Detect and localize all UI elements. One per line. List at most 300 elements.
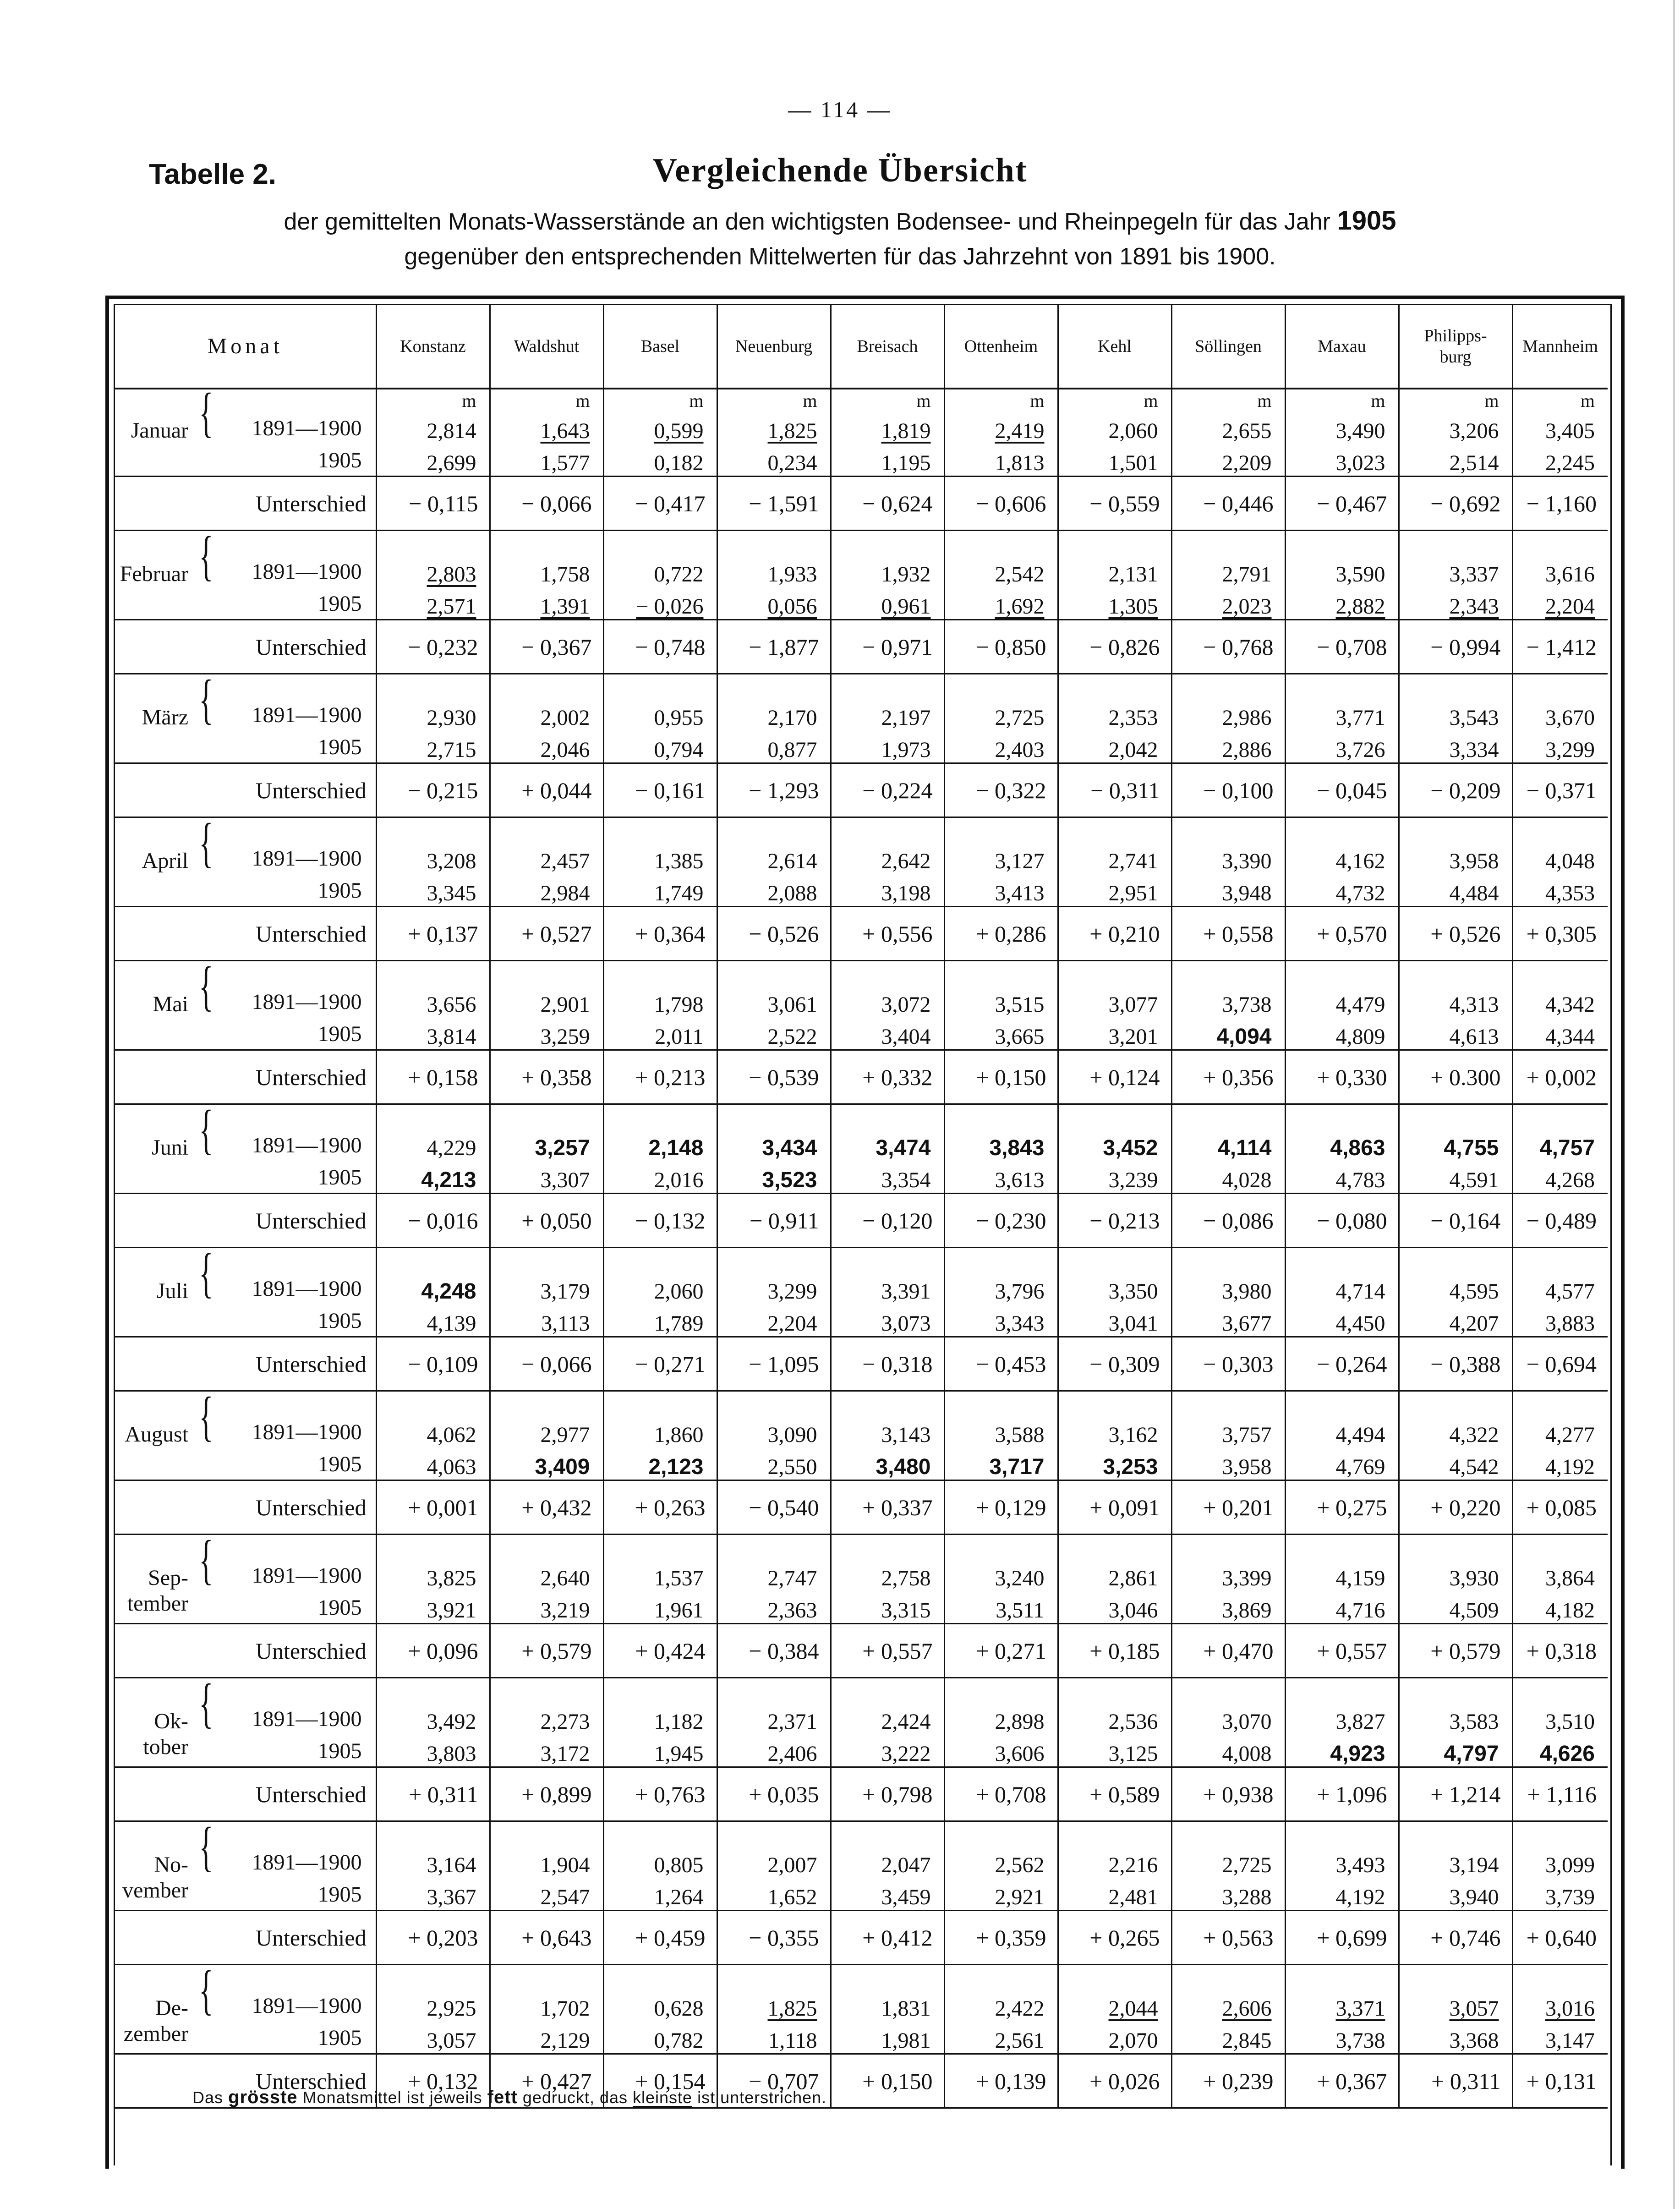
difference-cell: − 0,708 xyxy=(1285,620,1399,674)
spacer-cell xyxy=(603,1104,717,1129)
value-cell: 4,595 xyxy=(1399,1272,1512,1304)
difference-cell: + 0,035 xyxy=(717,1767,831,1821)
difference-cell: + 0,356 xyxy=(1171,1050,1285,1104)
value-cell: 1,702 xyxy=(490,1989,603,2021)
difference-cell: − 1,877 xyxy=(717,620,831,674)
spacer-cell xyxy=(603,1535,717,1559)
page-number: — 114 — xyxy=(788,97,892,122)
difference-cell: + 1,214 xyxy=(1399,1767,1512,1821)
value-cell: 4,342 xyxy=(1545,992,1595,1017)
brace-icon: { xyxy=(198,1242,213,1303)
value-cell: 0,805 xyxy=(603,1846,717,1878)
value-cell: 3,371 xyxy=(1285,1989,1399,2021)
value-cell: 3,090 xyxy=(717,1415,831,1447)
spacer-cell xyxy=(1171,1391,1285,1416)
value-cell: 4,094 xyxy=(1171,1017,1285,1050)
value-row-year xyxy=(115,444,1608,477)
value-cell: 2,042 xyxy=(1058,730,1171,763)
value-cell: 2,725 xyxy=(1171,1846,1285,1878)
value-row-decade xyxy=(115,555,1608,587)
value-row-year xyxy=(115,1304,1608,1337)
difference-label: Unterschied xyxy=(115,1911,376,1965)
spacer-cell xyxy=(115,674,376,699)
difference-row xyxy=(115,1050,1608,1104)
difference-cell: + 0.300 xyxy=(1399,1050,1512,1104)
difference-cell: − 0,911 xyxy=(717,1194,831,1248)
spacer-row xyxy=(115,1535,1608,1559)
value-cell: 2,725 xyxy=(944,698,1058,730)
value-cell: 1,825 xyxy=(717,411,831,444)
unit-cell: m xyxy=(1285,389,1399,411)
spacer-cell xyxy=(944,1391,1058,1416)
station-header: Mannheim xyxy=(1512,305,1608,389)
spacer-cell xyxy=(944,1965,1058,1990)
spacer-cell xyxy=(376,817,490,842)
unit-cell: m xyxy=(831,389,944,411)
difference-cell: − 0,115 xyxy=(376,477,490,531)
difference-cell: + 0,137 xyxy=(376,907,490,961)
value-cell: 3,677 xyxy=(1171,1304,1285,1337)
difference-row xyxy=(115,1911,1608,1965)
value-cell: 3,354 xyxy=(831,1161,944,1194)
difference-cell: − 0,016 xyxy=(376,1194,490,1248)
difference-cell: + 1,096 xyxy=(1285,1767,1399,1821)
value-cell: 2,088 xyxy=(717,874,831,907)
difference-cell: + 0,412 xyxy=(831,1911,944,1965)
value-cell: 3,930 xyxy=(1399,1559,1512,1591)
spacer-cell xyxy=(944,531,1058,555)
spacer-cell xyxy=(831,674,944,699)
difference-cell: + 0,150 xyxy=(944,1050,1058,1104)
difference-cell: + 0,150 xyxy=(831,2054,944,2108)
difference-cell: − 0,539 xyxy=(717,1050,831,1104)
period-label: 1905 xyxy=(317,878,362,903)
difference-cell: + 0,589 xyxy=(1058,1767,1171,1821)
spacer-cell xyxy=(1512,961,1608,986)
difference-cell: + 0,557 xyxy=(1285,1624,1399,1678)
spacer-cell xyxy=(1058,1248,1171,1272)
difference-cell: − 0,446 xyxy=(1171,477,1285,531)
footnote-bold-2: fett xyxy=(487,2087,518,2107)
value-cell: 4,182 xyxy=(1512,1591,1608,1624)
difference-cell: + 0,570 xyxy=(1285,907,1399,961)
difference-cell: − 0,215 xyxy=(376,763,490,817)
value-cell: 1,577 xyxy=(490,444,603,477)
spacer-cell xyxy=(1512,1678,1608,1703)
value-cell: 3,164 xyxy=(376,1846,490,1878)
period-label: 1891—1900 xyxy=(252,1277,362,1301)
difference-cell: − 0,707 xyxy=(717,2054,831,2108)
value-cell: 3,948 xyxy=(1171,874,1285,907)
difference-cell: + 0,139 xyxy=(944,2054,1058,2108)
difference-cell: − 0,303 xyxy=(1171,1337,1285,1391)
value-cell: 1,904 xyxy=(490,1846,603,1878)
value-cell: 4,048 xyxy=(1545,849,1595,873)
value-cell: 3,143 xyxy=(831,1415,944,1447)
value-cell: 0,234 xyxy=(717,444,831,477)
value-cell: 3,717 xyxy=(944,1447,1058,1480)
value-cell: 4,322 xyxy=(1399,1415,1512,1447)
difference-cell: + 0,364 xyxy=(603,907,717,961)
difference-cell: + 0,330 xyxy=(1285,1050,1399,1104)
spacer-cell xyxy=(376,1965,490,1990)
value-cell: 3,864 xyxy=(1545,1566,1595,1590)
difference-cell: + 0,203 xyxy=(376,1911,490,1965)
spacer-cell xyxy=(944,817,1058,842)
value-cell: 3,606 xyxy=(944,1734,1058,1767)
difference-label: Unterschied xyxy=(115,1050,376,1104)
spacer-cell xyxy=(1399,674,1512,699)
spacer-cell xyxy=(1399,961,1512,986)
value-cell: 3,523 xyxy=(717,1161,831,1194)
spacer-cell xyxy=(115,531,376,555)
value-cell: 3,222 xyxy=(831,1734,944,1767)
spacer-cell xyxy=(944,1104,1058,1129)
value-cell: 4,248 xyxy=(376,1272,490,1304)
value-cell: 0,782 xyxy=(603,2021,717,2054)
period-label: 1905 xyxy=(317,2026,362,2050)
spacer-cell xyxy=(831,1248,944,1272)
spacer-cell xyxy=(1512,1104,1608,1129)
month-label-cell xyxy=(115,2021,376,2054)
difference-row xyxy=(115,1767,1608,1821)
value-row-year xyxy=(115,1734,1608,1767)
spacer-cell xyxy=(717,674,831,699)
spacer-row xyxy=(115,1965,1608,1990)
difference-cell: + 0,579 xyxy=(490,1624,603,1678)
value-row-year xyxy=(115,730,1608,763)
value-cell: 4,577 xyxy=(1545,1279,1595,1304)
value-cell: 2,882 xyxy=(1285,587,1399,620)
spacer-cell xyxy=(376,1391,490,1416)
value-cell: 1,692 xyxy=(944,587,1058,620)
spacer-cell xyxy=(944,961,1058,986)
value-cell: 3,113 xyxy=(490,1304,603,1337)
value-cell: 2,614 xyxy=(717,842,831,874)
month-label-cell xyxy=(115,1878,376,1911)
value-cell: 2,273 xyxy=(490,1702,603,1734)
difference-cell: + 0,085 xyxy=(1512,1480,1608,1535)
value-cell: 3,023 xyxy=(1285,444,1399,477)
value-cell: 4,114 xyxy=(1171,1129,1285,1161)
value-cell: 4,207 xyxy=(1399,1304,1512,1337)
value-cell: 4,783 xyxy=(1285,1161,1399,1194)
difference-cell: − 1,293 xyxy=(717,763,831,817)
value-cell: 2,209 xyxy=(1171,444,1285,477)
spacer-cell xyxy=(490,674,603,699)
value-cell: 3,452 xyxy=(1058,1129,1171,1161)
month-label-cell xyxy=(115,444,376,477)
difference-row xyxy=(115,1337,1608,1391)
value-row-decade xyxy=(115,985,1608,1017)
value-cell: 2,170 xyxy=(717,698,831,730)
period-label: 1905 xyxy=(317,1165,362,1189)
spacer-cell xyxy=(1171,1678,1285,1703)
value-cell: 3,041 xyxy=(1058,1304,1171,1337)
station-header: Maxau xyxy=(1285,305,1399,389)
value-cell: 4,591 xyxy=(1399,1161,1512,1194)
value-cell: 3,739 xyxy=(1512,1878,1608,1911)
spacer-cell xyxy=(1285,817,1399,842)
difference-cell: + 0,239 xyxy=(1171,2054,1285,2108)
value-cell: 4,028 xyxy=(1171,1161,1285,1194)
value-cell: 2,562 xyxy=(944,1846,1058,1878)
value-cell: 2,542 xyxy=(944,555,1058,587)
value-cell: 3,796 xyxy=(944,1272,1058,1304)
value-cell: 3,827 xyxy=(1285,1702,1399,1734)
spacer-cell xyxy=(1285,1965,1399,1990)
difference-cell: − 0,694 xyxy=(1512,1337,1608,1391)
value-cell: 1,195 xyxy=(831,444,944,477)
spacer-cell xyxy=(717,817,831,842)
month-label-cell xyxy=(115,955,376,1017)
value-cell: 3,492 xyxy=(376,1702,490,1734)
value-cell: 4,863 xyxy=(1285,1129,1399,1161)
value-row-decade xyxy=(115,1989,1608,2021)
value-cell: 2,791 xyxy=(1171,555,1285,587)
value-cell: 2,343 xyxy=(1399,587,1512,620)
value-cell: 2,060 xyxy=(1058,411,1171,444)
spacer-cell xyxy=(717,1535,831,1559)
spacer-cell xyxy=(717,531,831,555)
value-row-decade xyxy=(115,411,1608,444)
value-cell: 3,958 xyxy=(1171,1447,1285,1480)
value-row-year xyxy=(115,1447,1608,1480)
page-title: Vergleichende Übersicht xyxy=(652,152,1028,189)
unit-cell: m xyxy=(1399,389,1512,411)
value-cell: 2,424 xyxy=(831,1702,944,1734)
value-cell: 1,118 xyxy=(717,2021,831,2054)
difference-label: Unterschied xyxy=(115,763,376,817)
value-cell: 2,640 xyxy=(490,1559,603,1591)
spacer-cell xyxy=(831,1104,944,1129)
difference-cell: − 0,826 xyxy=(1058,620,1171,674)
difference-cell: − 0,209 xyxy=(1399,763,1512,817)
brace-icon: { xyxy=(198,1816,213,1877)
value-cell: 0,182 xyxy=(603,444,717,477)
value-cell: 3,259 xyxy=(490,1017,603,1050)
difference-cell: − 0,417 xyxy=(603,477,717,531)
spacer-cell xyxy=(603,1678,717,1703)
value-cell: 3,208 xyxy=(376,842,490,874)
value-cell: 3,206 xyxy=(1399,411,1512,444)
spacer-cell xyxy=(490,531,603,555)
difference-row xyxy=(115,907,1608,961)
difference-cell: − 0,230 xyxy=(944,1194,1058,1248)
station-header: Kehl xyxy=(1058,305,1171,389)
value-cell: 1,305 xyxy=(1058,587,1171,620)
difference-cell: + 0,556 xyxy=(831,907,944,961)
subtitle-text: der gemittelten Monats-Wasserstände an den wichtigsten Bodensee- und Rheinpegeln für das Jahr xyxy=(284,208,1337,235)
period-label: 1905 xyxy=(317,592,362,616)
month-label-cell xyxy=(115,1017,376,1050)
spacer-cell xyxy=(1058,1678,1171,1703)
value-cell: 3,616 xyxy=(1545,562,1595,587)
value-cell: 3,307 xyxy=(490,1161,603,1194)
value-cell: 3,099 xyxy=(1545,1853,1595,1877)
table-label: Tabelle 2. xyxy=(149,159,276,190)
difference-cell: + 0,899 xyxy=(490,1767,603,1821)
difference-cell: + 0,558 xyxy=(1171,907,1285,961)
spacer-cell xyxy=(831,1821,944,1846)
value-cell: 3,337 xyxy=(1399,555,1512,587)
spacer-cell xyxy=(1285,1248,1399,1272)
difference-cell: + 0,763 xyxy=(603,1767,717,1821)
value-cell: 3,413 xyxy=(944,874,1058,907)
value-cell: 3,253 xyxy=(1058,1447,1171,1480)
spacer-cell xyxy=(1171,1821,1285,1846)
value-cell: 4,716 xyxy=(1285,1591,1399,1624)
value-cell: 2,131 xyxy=(1058,555,1171,587)
difference-cell: + 0,643 xyxy=(490,1911,603,1965)
month-name: April xyxy=(142,849,188,873)
value-cell: 2,422 xyxy=(944,1989,1058,2021)
month-name: März xyxy=(142,705,188,729)
difference-row xyxy=(115,1480,1608,1535)
difference-cell: − 0,322 xyxy=(944,763,1058,817)
value-cell: 1,537 xyxy=(603,1559,717,1591)
value-cell: 3,219 xyxy=(490,1591,603,1624)
value-cell: 0,599 xyxy=(603,411,717,444)
period-label: 1905 xyxy=(317,1309,362,1333)
difference-cell: + 0,220 xyxy=(1399,1480,1512,1535)
brace-icon: { xyxy=(198,1672,213,1733)
value-cell: 3,061 xyxy=(717,985,831,1017)
difference-cell: + 0,263 xyxy=(603,1480,717,1535)
spacer-cell xyxy=(944,1248,1058,1272)
value-cell: 2,699 xyxy=(376,444,490,477)
spacer-cell xyxy=(490,1965,603,1990)
spacer-row xyxy=(115,531,1608,555)
period-label: 1891—1900 xyxy=(252,703,362,727)
spacer-cell xyxy=(603,1391,717,1416)
value-cell: 2,363 xyxy=(717,1591,831,1624)
value-cell: 2,642 xyxy=(831,842,944,874)
value-cell: 2,011 xyxy=(603,1017,717,1050)
difference-label: Unterschied xyxy=(115,1337,376,1391)
value-cell: 3,726 xyxy=(1285,730,1399,763)
difference-cell: − 0,264 xyxy=(1285,1337,1399,1391)
spacer-cell xyxy=(115,1535,376,1559)
value-cell: 3,590 xyxy=(1285,555,1399,587)
period-label: 1891—1900 xyxy=(252,1994,362,2018)
difference-cell: − 0,489 xyxy=(1512,1194,1608,1248)
difference-cell: − 0,692 xyxy=(1399,477,1512,531)
value-cell: 1,932 xyxy=(831,555,944,587)
value-cell: 0,722 xyxy=(603,555,717,587)
value-cell: 2,123 xyxy=(603,1447,717,1480)
value-cell: 4,757 xyxy=(1539,1136,1595,1160)
value-row-year xyxy=(115,1017,1608,1050)
unit-cell: m xyxy=(944,389,1058,411)
value-cell: 2,747 xyxy=(717,1559,831,1591)
value-cell: 4,162 xyxy=(1285,842,1399,874)
difference-cell: + 0,002 xyxy=(1512,1050,1608,1104)
spacer-cell xyxy=(831,961,944,986)
value-cell: 2,921 xyxy=(944,1878,1058,1911)
value-cell: 1,945 xyxy=(603,1734,717,1767)
value-cell: 3,474 xyxy=(831,1129,944,1161)
difference-cell: + 0,275 xyxy=(1285,1480,1399,1535)
spacer-cell xyxy=(1512,1391,1608,1416)
difference-cell: + 0,311 xyxy=(376,1767,490,1821)
difference-cell: − 0,232 xyxy=(376,620,490,674)
spacer-cell xyxy=(376,1104,490,1129)
difference-cell: + 0,091 xyxy=(1058,1480,1171,1535)
spacer-cell xyxy=(717,1965,831,1990)
brace-icon: { xyxy=(198,1529,213,1590)
difference-cell: − 0,161 xyxy=(603,763,717,817)
value-cell: 3,240 xyxy=(944,1559,1058,1591)
value-cell: 3,391 xyxy=(831,1272,944,1304)
spacer-cell xyxy=(1058,1104,1171,1129)
difference-cell: + 0,798 xyxy=(831,1767,944,1821)
spacer-cell xyxy=(376,674,490,699)
value-cell: 3,299 xyxy=(717,1272,831,1304)
value-cell: 2,197 xyxy=(831,698,944,730)
month-label-cell xyxy=(115,1734,376,1767)
value-cell: 3,162 xyxy=(1058,1415,1171,1447)
brace-icon: { xyxy=(198,1386,213,1447)
period-label: 1891—1900 xyxy=(252,559,362,584)
spacer-cell xyxy=(831,1965,944,1990)
spacer-cell xyxy=(376,1535,490,1559)
difference-label: Unterschied xyxy=(115,477,376,531)
month-label-cell xyxy=(115,1447,376,1480)
value-cell: 4,542 xyxy=(1399,1447,1512,1480)
value-row-decade xyxy=(115,698,1608,730)
value-cell: 4,192 xyxy=(1285,1878,1399,1911)
value-cell: 1,385 xyxy=(603,842,717,874)
difference-label: Unterschied xyxy=(115,1194,376,1248)
value-cell: 2,406 xyxy=(717,1734,831,1767)
value-cell: 2,571 xyxy=(376,587,490,620)
difference-cell: − 0,100 xyxy=(1171,763,1285,817)
value-cell: 0,056 xyxy=(717,587,831,620)
spacer-cell xyxy=(717,1821,831,1846)
value-cell: 4,268 xyxy=(1512,1161,1608,1194)
value-cell: 3,046 xyxy=(1058,1591,1171,1624)
value-cell: 1,643 xyxy=(490,411,603,444)
table-body xyxy=(115,382,1608,2108)
value-cell: 2,245 xyxy=(1512,444,1608,477)
brace-icon: { xyxy=(198,955,213,1016)
value-cell: 2,606 xyxy=(1171,1989,1285,2021)
difference-cell: − 0,371 xyxy=(1512,763,1608,817)
value-cell: 3,665 xyxy=(944,1017,1058,1050)
difference-cell: + 0,557 xyxy=(831,1624,944,1678)
difference-cell: + 0,158 xyxy=(376,1050,490,1104)
spacer-cell xyxy=(603,1248,717,1272)
difference-cell: − 0,526 xyxy=(717,907,831,961)
station-header: Philipps- burg xyxy=(1399,305,1512,389)
spacer-cell xyxy=(490,1391,603,1416)
difference-cell: + 0,154 xyxy=(603,2054,717,2108)
spacer-cell xyxy=(1285,1678,1399,1703)
station-header: Neuenburg xyxy=(717,305,831,389)
spacer-cell xyxy=(1512,674,1608,699)
difference-cell: + 0,746 xyxy=(1399,1911,1512,1965)
month-label-cell xyxy=(115,730,376,763)
value-cell: 4,353 xyxy=(1512,874,1608,907)
value-cell: 3,757 xyxy=(1171,1415,1285,1447)
value-cell: 3,480 xyxy=(831,1447,944,1480)
subtitle-year: 1905 xyxy=(1337,206,1396,236)
difference-cell: − 0,318 xyxy=(831,1337,944,1391)
value-cell: 2,898 xyxy=(944,1702,1058,1734)
value-cell: 4,139 xyxy=(376,1304,490,1337)
unit-cell: m xyxy=(717,389,831,411)
